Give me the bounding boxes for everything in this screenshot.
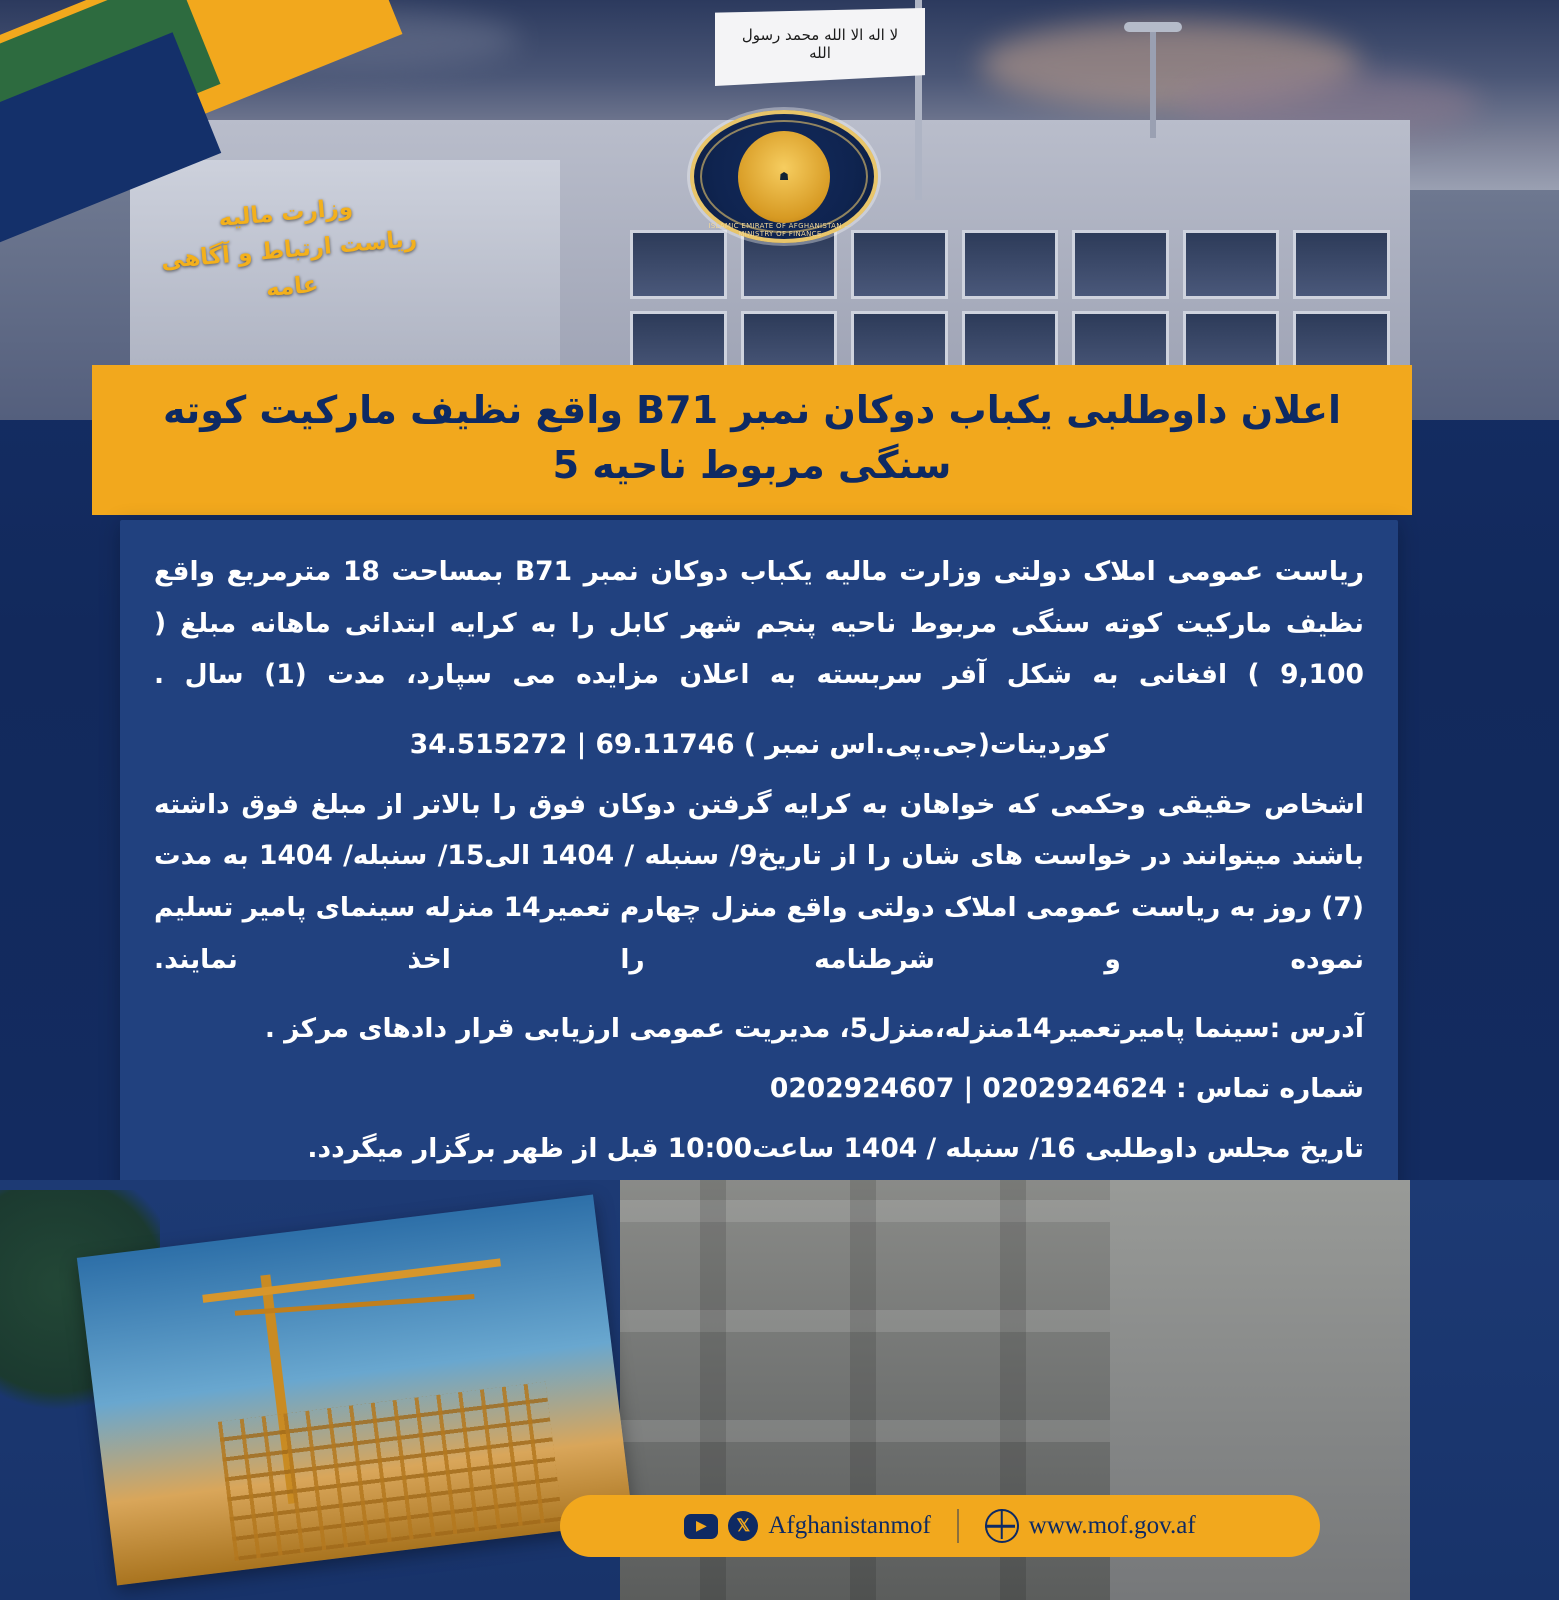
ministry-name bbox=[155, 184, 424, 317]
website-group[interactable] bbox=[985, 1509, 1196, 1543]
building-windows bbox=[630, 230, 1390, 380]
body-paragraph-1: ریاست عمومی املاک دولتی وزارت مالیه یکباب دوکان نمبر B71 بمساحت 18 مترمربع واقع نظیف مارکیت کوته سنگی مربوط ناحیه پنجم شهر کابل را به کرایه ابتدائی ماهانه مبلغ ( 9,100 ) افغانی به شکل آفر سربسته به اعلان مزایده می سپارد، مدت (1) سال . bbox=[154, 556, 1364, 691]
website-url[interactable]: www.mof.gov.af bbox=[1028, 1512, 1196, 1539]
x-twitter-icon[interactable]: 𝕏 bbox=[728, 1511, 758, 1541]
announcement-title-bar bbox=[92, 365, 1412, 515]
globe-icon[interactable] bbox=[985, 1509, 1019, 1543]
body-paragraph-2: اشخاص حقیقی وحکمی که خواهان به کرایه گرفتن دوکان فوق را بالاتر از مبلغ فوق داشته باشند میتوانند در خواست های شان را از تاریخ9/ سنبله / 1404 الی15/ سنبله/ 1404 به مدت (7) روز به ریاست عمومی املاک دولتی واقع منزل چهارم تعمیر14 منزله سینمای پامیر تسلیم نموده و شرطنامه را اخذ نمایند. bbox=[154, 788, 1364, 975]
meeting-date-line: تاریخ مجلس داوطلبی 16/ سنبله / 1404 ساعت10:00 قبل از ظهر برگزار میگردد. bbox=[307, 1132, 1364, 1164]
gps-coordinates: کوردینات(جی.پی.اس نمبر ) 69.11746 | 34.515272 bbox=[409, 729, 1109, 761]
announcement-body-panel bbox=[120, 520, 1398, 1280]
page-title: اعلان داوطلبی یکباب دوکان نمبر B71 واقع نظیف مارکیت کوته سنگی مربوط ناحیه 5 bbox=[162, 388, 1342, 488]
social-handle[interactable]: Afghanistanmof bbox=[768, 1512, 931, 1539]
social-media-group[interactable] bbox=[684, 1511, 930, 1541]
construction-crane-photo bbox=[77, 1195, 633, 1586]
ministry-name-line1: وزارت مالیه bbox=[217, 194, 354, 232]
address-line: آدرس :سینما پامیرتعمیر14منزله،منزل5، مدیریت عمومی ارزیابی قرار دادهای مرکز . bbox=[264, 1013, 1364, 1045]
street-lamp-icon bbox=[1150, 28, 1156, 138]
emblem-caption: ISLAMIC EMIRATE OF AFGHANISTAN — MINISTRY OF FINANCE bbox=[708, 222, 852, 238]
footer-contact-bar bbox=[560, 1495, 1320, 1557]
emblem-center: ☗ bbox=[738, 131, 830, 223]
emblem-ring bbox=[700, 120, 868, 233]
flag-shahada-text: لا اله الا الله محمد رسول الله bbox=[741, 26, 899, 62]
ministry-name-line2: ریاست ارتباط و آگاهی عامه bbox=[160, 225, 418, 302]
youtube-icon[interactable]: ▶ bbox=[684, 1514, 718, 1539]
footer-divider bbox=[957, 1509, 959, 1543]
scaffolding bbox=[218, 1382, 563, 1561]
phone-line: شماره تماس : 0202924624 | 0202924607 bbox=[769, 1073, 1364, 1105]
